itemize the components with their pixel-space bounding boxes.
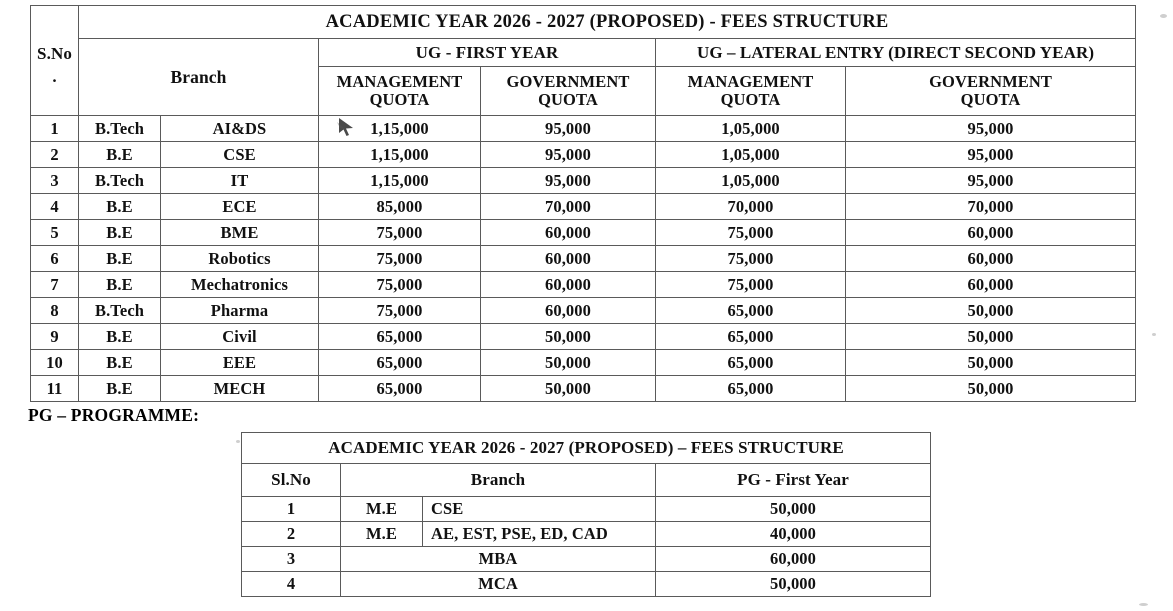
table-row [242, 572, 931, 597]
ug-cell-mq-lateral: 75,000 [656, 272, 846, 298]
pg-table-header [242, 433, 931, 497]
table-row [31, 194, 1136, 220]
ug-cell-degree: B.E [79, 246, 161, 272]
ug-cell-gq-lateral: 50,000 [846, 350, 1136, 376]
pg-cell-fee: 50,000 [656, 497, 931, 522]
table-row [242, 522, 931, 547]
ug-cell-degree: B.Tech [79, 298, 161, 324]
ug-title-row [31, 6, 1136, 39]
ug-cell-mq-lateral: 65,000 [656, 350, 846, 376]
ug-cell-gq-first: 70,000 [481, 194, 656, 220]
ug-cell-gq-lateral: 60,000 [846, 220, 1136, 246]
pg-table-title: ACADEMIC YEAR 2026 - 2027 (PROPOSED) – FEES STRUCTURE [242, 433, 931, 464]
pg-cell-fee: 40,000 [656, 522, 931, 547]
ug-cell-gq-first: 95,000 [481, 142, 656, 168]
ug-cell-degree: B.Tech [79, 168, 161, 194]
pg-cell-fee: 60,000 [656, 547, 931, 572]
ug-cell-mq-first: 75,000 [319, 220, 481, 246]
pg-cell-degree: M.E [341, 497, 423, 522]
table-row [31, 298, 1136, 324]
ug-cell-branch: AI&DS [161, 116, 319, 142]
table-row [31, 246, 1136, 272]
ug-cell-degree: B.E [79, 350, 161, 376]
ug-cell-sno: 3 [31, 168, 79, 194]
pg-cell-slno: 4 [242, 572, 341, 597]
ug-cell-mq-first: 1,15,000 [319, 116, 481, 142]
ug-cell-gq-lateral: 50,000 [846, 376, 1136, 402]
ug-header-sno [31, 6, 79, 116]
ug-cell-sno: 8 [31, 298, 79, 324]
ug-cell-gq-first: 50,000 [481, 324, 656, 350]
pg-cell-branch: AE, EST, PSE, ED, CAD [423, 522, 656, 547]
ug-cell-mq-lateral: 75,000 [656, 220, 846, 246]
ug-table-header [31, 6, 1136, 116]
ug-cell-sno: 1 [31, 116, 79, 142]
pg-fees-table [241, 432, 931, 597]
ug-fees-table-container [30, 5, 1135, 402]
ug-cell-gq-first: 95,000 [481, 116, 656, 142]
table-row [31, 168, 1136, 194]
ug-cell-branch: ECE [161, 194, 319, 220]
ug-cell-mq-first: 65,000 [319, 376, 481, 402]
pg-cell-branch: CSE [423, 497, 656, 522]
ug-table-body [31, 116, 1136, 402]
pg-table-body [242, 497, 931, 597]
ug-cell-degree: B.E [79, 194, 161, 220]
ug-cell-gq-first: 60,000 [481, 220, 656, 246]
ug-cell-branch: MECH [161, 376, 319, 402]
ug-cell-branch: CSE [161, 142, 319, 168]
ug-cell-sno: 11 [31, 376, 79, 402]
pg-title-row [242, 433, 931, 464]
table-row [31, 142, 1136, 168]
ug-cell-gq-lateral: 50,000 [846, 324, 1136, 350]
pg-programme-label: PG – PROGRAMME: [28, 405, 200, 425]
ug-cell-sno: 5 [31, 220, 79, 246]
ug-cell-gq-lateral: 50,000 [846, 298, 1136, 324]
ug-cell-mq-first: 65,000 [319, 324, 481, 350]
ug-header-government-quota-first: GOVERNMENT QUOTA [481, 67, 656, 116]
pg-header-branch: Branch [341, 464, 656, 497]
table-row [31, 220, 1136, 246]
pg-cell-slno: 2 [242, 522, 341, 547]
ug-cell-sno: 7 [31, 272, 79, 298]
ug-cell-mq-lateral: 1,05,000 [656, 116, 846, 142]
ug-cell-mq-first: 1,15,000 [319, 168, 481, 194]
ug-cell-gq-lateral: 60,000 [846, 272, 1136, 298]
ug-cell-mq-lateral: 70,000 [656, 194, 846, 220]
pg-fees-table-container [241, 432, 930, 597]
ug-header-branch: Branch [79, 39, 319, 116]
ug-cell-branch: EEE [161, 350, 319, 376]
ug-cell-mq-first: 1,15,000 [319, 142, 481, 168]
ug-table-title: ACADEMIC YEAR 2026 - 2027 (PROPOSED) - FEES STRUCTURE [79, 6, 1136, 39]
ug-cell-mq-lateral: 1,05,000 [656, 168, 846, 194]
ug-cell-gq-first: 50,000 [481, 350, 656, 376]
ug-cell-degree: B.E [79, 220, 161, 246]
table-row [242, 547, 931, 572]
ug-cell-gq-first: 95,000 [481, 168, 656, 194]
ug-cell-branch: Pharma [161, 298, 319, 324]
ug-cell-mq-lateral: 1,05,000 [656, 142, 846, 168]
pg-cell-branch: MBA [341, 547, 656, 572]
ug-header-management-quota-first: MANAGEMENT QUOTA [319, 67, 481, 116]
table-row [31, 350, 1136, 376]
ug-cell-degree: B.Tech [79, 116, 161, 142]
ug-header-sno-text: S.No [37, 44, 72, 64]
ug-cell-sno: 9 [31, 324, 79, 350]
ug-cell-mq-lateral: 65,000 [656, 298, 846, 324]
table-row [31, 272, 1136, 298]
scan-speckle [1152, 333, 1156, 336]
scan-speckle [236, 440, 240, 443]
ug-header-sno-dot: . [52, 66, 57, 86]
ug-cell-gq-lateral: 95,000 [846, 142, 1136, 168]
ug-cell-gq-first: 60,000 [481, 298, 656, 324]
table-row [31, 116, 1136, 142]
ug-cell-gq-lateral: 95,000 [846, 168, 1136, 194]
ug-cell-mq-first: 75,000 [319, 246, 481, 272]
ug-cell-gq-first: 60,000 [481, 246, 656, 272]
ug-cell-gq-lateral: 70,000 [846, 194, 1136, 220]
ug-cell-sno: 4 [31, 194, 79, 220]
ug-cell-mq-first: 65,000 [319, 350, 481, 376]
ug-group-row [31, 39, 1136, 67]
ug-cell-mq-first: 75,000 [319, 298, 481, 324]
ug-cell-degree: B.E [79, 272, 161, 298]
ug-cell-degree: B.E [79, 324, 161, 350]
table-row [31, 376, 1136, 402]
pg-cell-fee: 50,000 [656, 572, 931, 597]
ug-cell-branch: Mechatronics [161, 272, 319, 298]
ug-header-government-quota-lateral: GOVERNMENT QUOTA [846, 67, 1136, 116]
ug-cell-branch: Robotics [161, 246, 319, 272]
ug-cell-gq-lateral: 60,000 [846, 246, 1136, 272]
ug-cell-mq-lateral: 65,000 [656, 324, 846, 350]
ug-cell-gq-first: 50,000 [481, 376, 656, 402]
ug-cell-gq-first: 60,000 [481, 272, 656, 298]
scan-speckle [1160, 14, 1167, 18]
ug-cell-mq-lateral: 65,000 [656, 376, 846, 402]
pg-cell-slno: 1 [242, 497, 341, 522]
ug-cell-branch: BME [161, 220, 319, 246]
ug-header-management-quota-lateral: MANAGEMENT QUOTA [656, 67, 846, 116]
ug-header-group-first-year: UG - FIRST YEAR [319, 39, 656, 67]
ug-cell-sno: 6 [31, 246, 79, 272]
ug-cell-degree: B.E [79, 376, 161, 402]
pg-header-fee: PG - First Year [656, 464, 931, 497]
ug-cell-branch: IT [161, 168, 319, 194]
ug-cell-sno: 10 [31, 350, 79, 376]
ug-cell-mq-lateral: 75,000 [656, 246, 846, 272]
pg-cell-slno: 3 [242, 547, 341, 572]
ug-cell-branch: Civil [161, 324, 319, 350]
ug-cell-mq-first: 85,000 [319, 194, 481, 220]
ug-cell-sno: 2 [31, 142, 79, 168]
pg-header-row [242, 464, 931, 497]
ug-header-group-lateral-entry: UG – LATERAL ENTRY (DIRECT SECOND YEAR) [656, 39, 1136, 67]
ug-cell-degree: B.E [79, 142, 161, 168]
ug-cell-gq-lateral: 95,000 [846, 116, 1136, 142]
pg-cell-degree: M.E [341, 522, 423, 547]
pg-cell-branch: MCA [341, 572, 656, 597]
pg-header-slno: Sl.No [242, 464, 341, 497]
table-row [242, 497, 931, 522]
ug-fees-table [30, 5, 1136, 402]
ug-cell-mq-first: 75,000 [319, 272, 481, 298]
scan-speckle [1139, 603, 1148, 606]
table-row [31, 324, 1136, 350]
